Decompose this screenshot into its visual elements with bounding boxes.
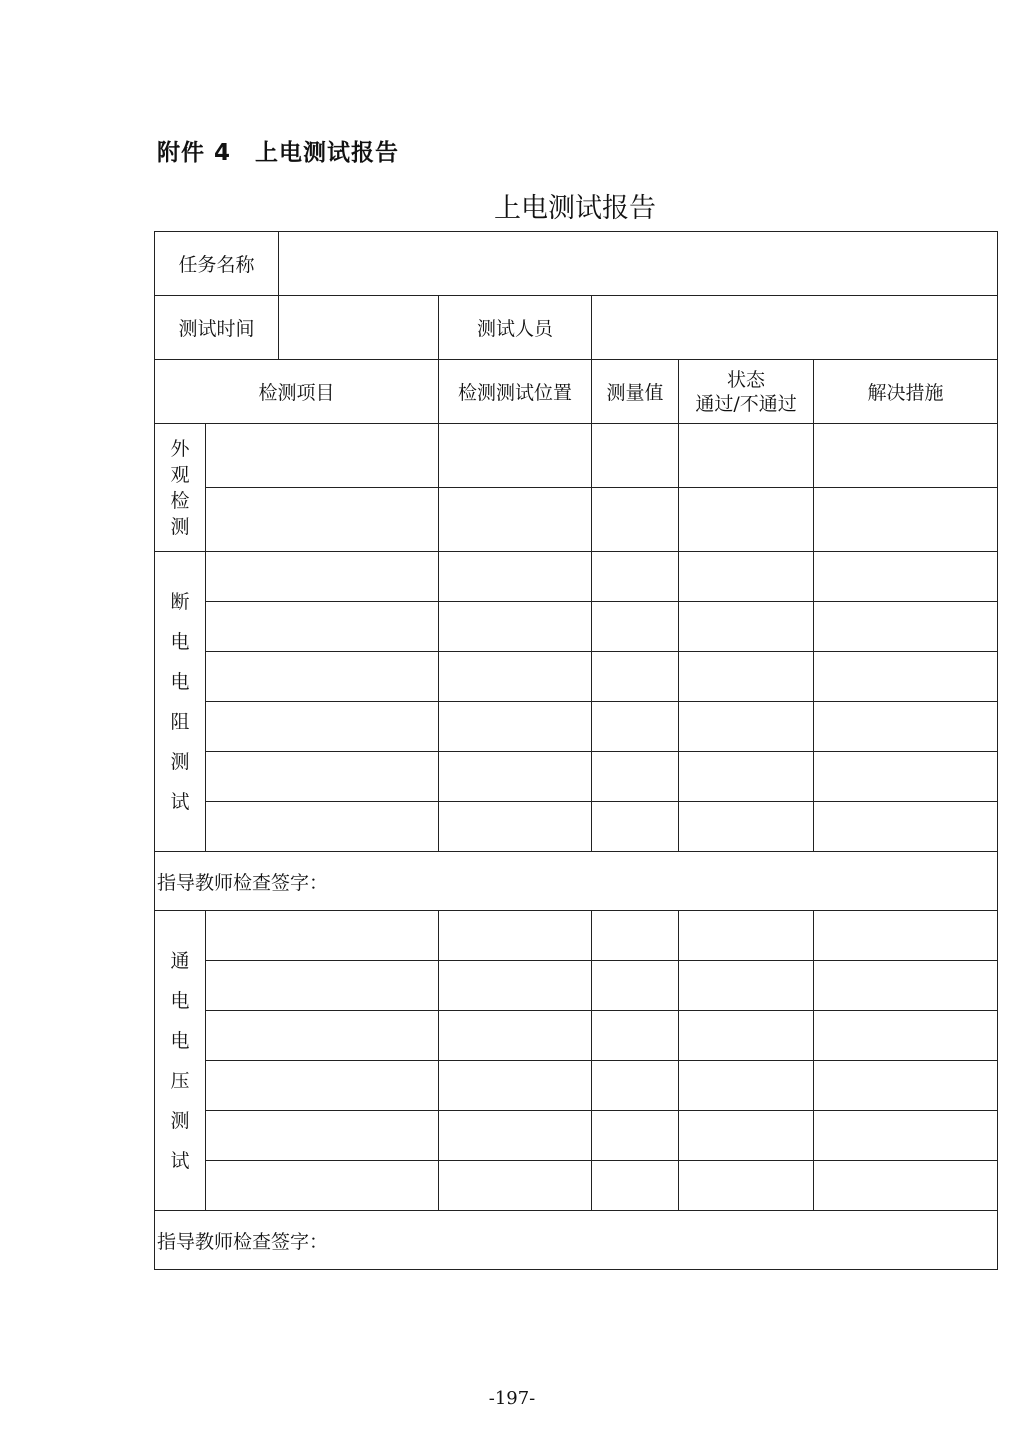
resistance-section-label (155, 552, 206, 852)
voltage-row (155, 1011, 998, 1061)
document-title-text: 上电测试报告 (494, 193, 656, 224)
item-cell[interactable] (206, 702, 439, 752)
solution-cell[interactable] (814, 1011, 998, 1061)
section-char: 通 (170, 949, 190, 972)
section-char: 电 (170, 630, 190, 653)
item-cell[interactable] (206, 652, 439, 702)
value-cell[interactable] (592, 602, 679, 652)
status-cell[interactable] (679, 1011, 814, 1061)
status-cell[interactable] (679, 702, 814, 752)
header-status-line1: 状态 (727, 368, 766, 391)
position-cell[interactable] (439, 552, 592, 602)
solution-cell[interactable] (814, 552, 998, 602)
status-cell[interactable] (679, 602, 814, 652)
section-char: 试 (170, 790, 190, 813)
position-cell[interactable] (439, 602, 592, 652)
position-cell[interactable] (439, 652, 592, 702)
status-cell[interactable] (679, 424, 814, 488)
item-cell[interactable] (206, 911, 439, 961)
section-char: 电 (170, 989, 190, 1012)
voltage-section-label (155, 911, 206, 1211)
value-cell[interactable] (592, 911, 679, 961)
section-char: 检 (170, 489, 190, 512)
task-name-field[interactable] (279, 232, 998, 296)
value-cell[interactable] (592, 1011, 679, 1061)
teacher-sign-row (155, 1211, 998, 1270)
item-cell[interactable] (206, 1161, 439, 1211)
section-char: 电 (170, 670, 190, 693)
section-char: 电 (170, 1029, 190, 1052)
position-cell[interactable] (439, 1011, 592, 1061)
section-char: 观 (170, 463, 190, 486)
position-cell[interactable] (439, 1111, 592, 1161)
test-time-field[interactable] (279, 296, 439, 360)
position-cell[interactable] (439, 752, 592, 802)
value-cell[interactable] (592, 961, 679, 1011)
appearance-row (155, 424, 998, 488)
item-cell[interactable] (206, 602, 439, 652)
item-cell[interactable] (206, 1111, 439, 1161)
position-cell[interactable] (439, 802, 592, 852)
value-cell[interactable] (592, 802, 679, 852)
value-cell[interactable] (592, 488, 679, 552)
resistance-row (155, 802, 998, 852)
position-cell[interactable] (439, 911, 592, 961)
voltage-row (155, 961, 998, 1011)
resistance-row (155, 752, 998, 802)
solution-cell[interactable] (814, 802, 998, 852)
position-cell[interactable] (439, 702, 592, 752)
tester-field[interactable] (592, 296, 998, 360)
solution-cell[interactable] (814, 1161, 998, 1211)
section-char: 试 (170, 1149, 190, 1172)
value-cell[interactable] (592, 552, 679, 602)
solution-cell[interactable] (814, 488, 998, 552)
status-cell[interactable] (679, 488, 814, 552)
resistance-row (155, 702, 998, 752)
status-cell[interactable] (679, 802, 814, 852)
resistance-row (155, 602, 998, 652)
status-cell[interactable] (679, 552, 814, 602)
teacher-sign-row (155, 852, 998, 911)
power-on-test-report-table (154, 231, 998, 1270)
status-cell[interactable] (679, 1111, 814, 1161)
item-cell[interactable] (206, 488, 439, 552)
solution-cell[interactable] (814, 424, 998, 488)
status-cell[interactable] (679, 911, 814, 961)
status-cell[interactable] (679, 652, 814, 702)
teacher-sign-cell[interactable]: 指导教师检查签字： (155, 852, 998, 911)
teacher-sign-cell[interactable]: 指导教师检查签字： (155, 1211, 998, 1270)
item-cell[interactable] (206, 752, 439, 802)
item-cell[interactable] (206, 552, 439, 602)
section-char: 外 (170, 437, 190, 460)
section-char: 压 (170, 1069, 190, 1092)
test-time-label: 测试时间 (155, 296, 279, 360)
section-char: 测 (170, 1109, 190, 1132)
voltage-row (155, 911, 998, 961)
section-char: 阻 (170, 710, 190, 733)
header-solution: 解决措施 (814, 360, 998, 424)
solution-cell[interactable] (814, 702, 998, 752)
solution-cell[interactable] (814, 911, 998, 961)
value-cell[interactable] (592, 1111, 679, 1161)
appearance-section-label (155, 424, 206, 552)
voltage-row (155, 1111, 998, 1161)
test-time-row (155, 296, 998, 360)
section-char: 测 (170, 750, 190, 773)
tester-label: 测试人员 (439, 296, 592, 360)
position-cell[interactable] (439, 488, 592, 552)
attachment-heading: 附件 4 上电测试报告 (157, 140, 400, 166)
header-status-line2: 通过/不通过 (695, 392, 797, 415)
voltage-row (155, 1161, 998, 1211)
section-char: 测 (170, 515, 190, 538)
status-cell[interactable] (679, 1061, 814, 1111)
task-name-label: 任务名称 (155, 232, 279, 296)
solution-cell[interactable] (814, 652, 998, 702)
position-cell[interactable] (439, 424, 592, 488)
appearance-row (155, 488, 998, 552)
resistance-row (155, 552, 998, 602)
position-cell[interactable] (439, 1061, 592, 1111)
item-cell[interactable] (206, 1061, 439, 1111)
item-cell[interactable] (206, 961, 439, 1011)
value-cell[interactable] (592, 424, 679, 488)
value-cell[interactable] (592, 752, 679, 802)
section-char: 断 (170, 590, 190, 613)
position-cell[interactable] (439, 961, 592, 1011)
value-cell[interactable] (592, 652, 679, 702)
header-status (679, 360, 814, 424)
status-cell[interactable] (679, 961, 814, 1011)
header-item: 检测项目 (155, 360, 439, 424)
task-name-row (155, 232, 998, 296)
solution-cell[interactable] (814, 602, 998, 652)
value-cell[interactable] (592, 702, 679, 752)
voltage-row (155, 1061, 998, 1111)
solution-cell[interactable] (814, 961, 998, 1011)
solution-cell[interactable] (814, 1111, 998, 1161)
item-cell[interactable] (206, 1011, 439, 1061)
header-value: 测量值 (592, 360, 679, 424)
column-header-row (155, 360, 998, 424)
page-number: -197- (488, 1388, 536, 1409)
header-position: 检测测试位置 (439, 360, 592, 424)
item-cell[interactable] (206, 802, 439, 852)
solution-cell[interactable] (814, 1061, 998, 1111)
document-title (154, 186, 996, 225)
status-cell[interactable] (679, 1161, 814, 1211)
position-cell[interactable] (439, 1161, 592, 1211)
value-cell[interactable] (592, 1161, 679, 1211)
solution-cell[interactable] (814, 752, 998, 802)
item-cell[interactable] (206, 424, 439, 488)
resistance-row (155, 652, 998, 702)
status-cell[interactable] (679, 752, 814, 802)
value-cell[interactable] (592, 1061, 679, 1111)
